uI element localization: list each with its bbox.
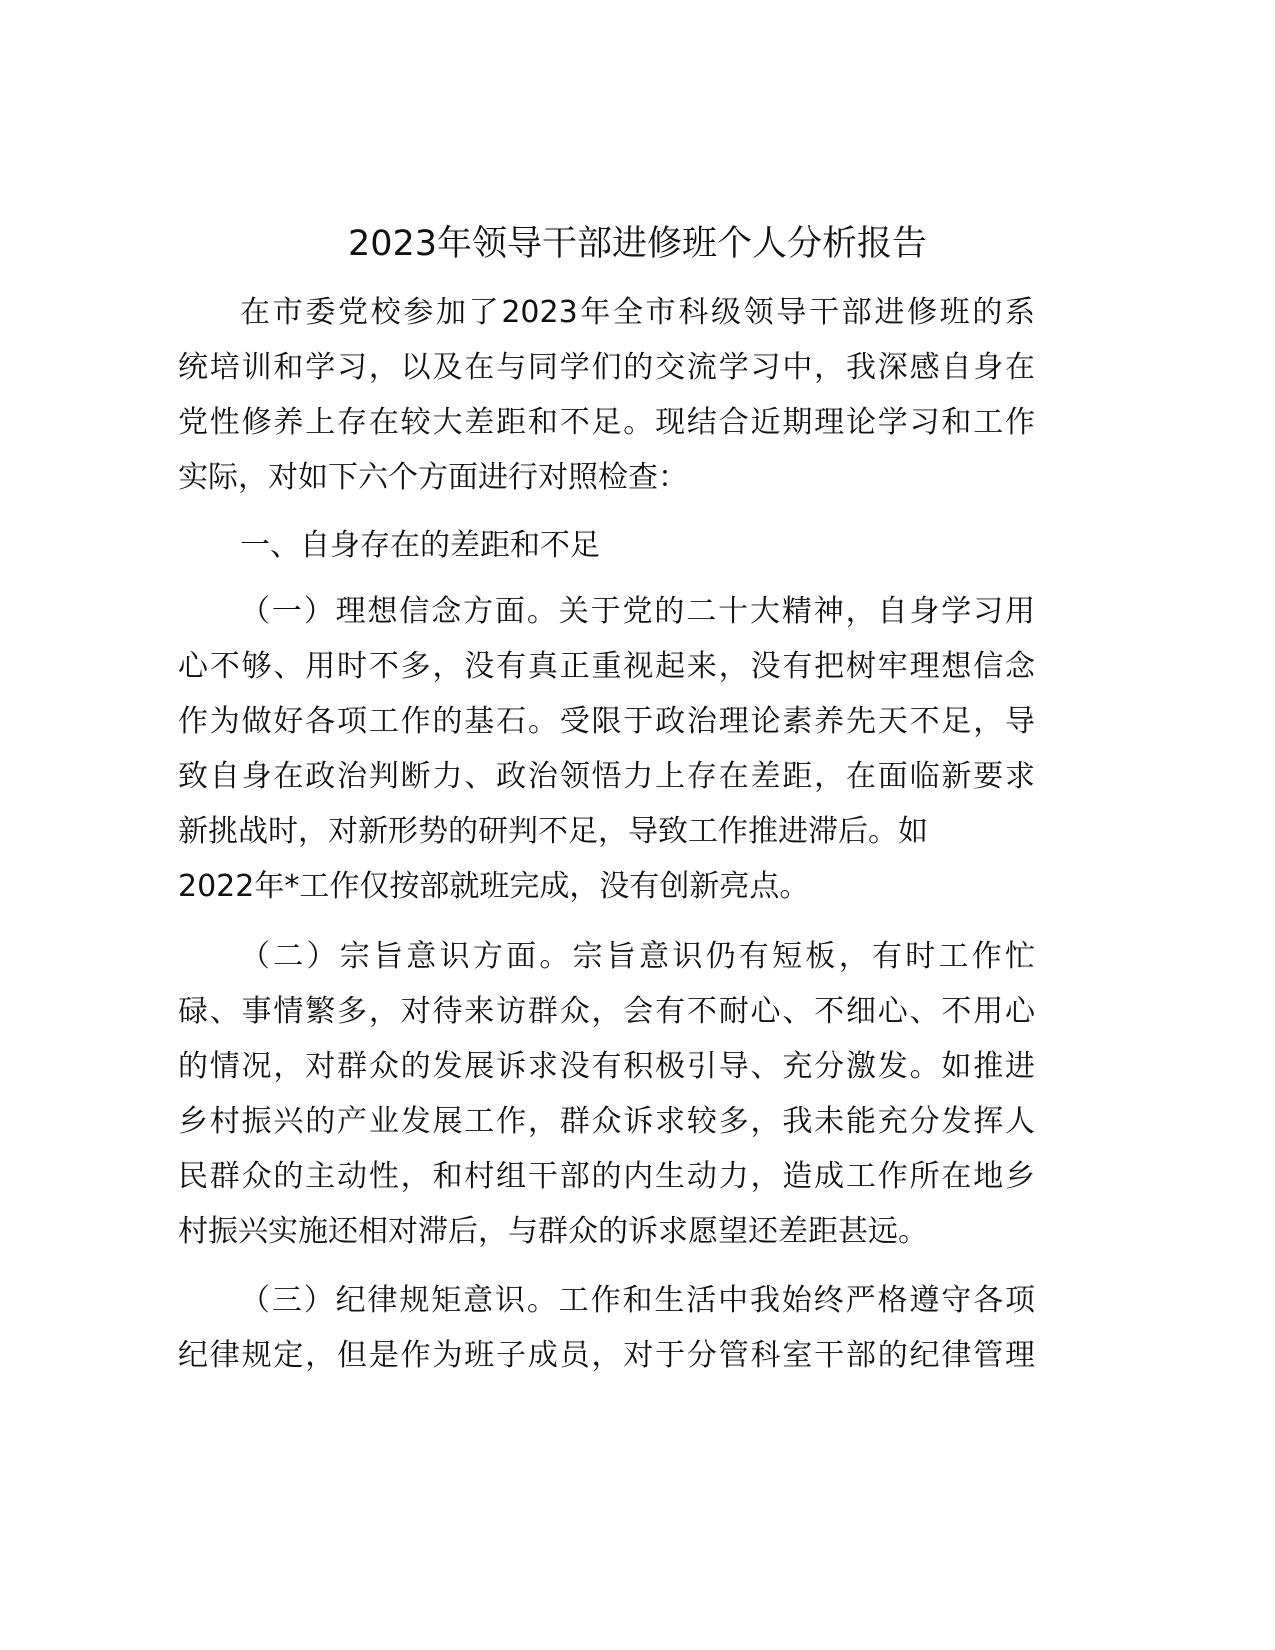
text-line: 纪律规定，但是作为班子成员，对于分管科室干部的纪律管理: [178, 1338, 1035, 1373]
document-title: 2023年领导干部进修班个人分析报告: [347, 224, 928, 264]
text-line: 作为做好各项工作的基石。受限于政治理论素养先天不足，导: [178, 704, 1035, 739]
heading-text: 一、自身存在的差距和不足: [240, 528, 600, 563]
text-line: 民群众的主动性，和村组干部的内生动力，造成工作所在地乡: [178, 1159, 1035, 1194]
text-line: 2022年*工作仅按部就班完成，没有创新亮点。: [178, 869, 810, 904]
text-line: 党性修养上存在较大差距和不足。现结合近期理论学习和工作: [178, 405, 1035, 440]
text-line: 统培训和学习，以及在与同学们的交流学习中，我深感自身在: [178, 350, 1035, 385]
text-line: 的情况，对群众的发展诉求没有积极引导、充分激发。如推进: [178, 1049, 1035, 1084]
text-line: 乡村振兴的产业发展工作，群众诉求较多，我未能充分发挥人: [178, 1104, 1035, 1139]
text-line: 新挑战时，对新形势的研判不足，导致工作推进滞后。如: [178, 814, 928, 849]
section-3-paragraph: [178, 1273, 1035, 1383]
section-2-paragraph: [178, 929, 1035, 1259]
section-1-paragraph: [178, 584, 1035, 914]
section-heading: [178, 518, 1035, 573]
text-line: 在市委党校参加了2023年全市科级领导干部进修班的系: [240, 295, 1035, 330]
text-line: 心不够、用时不多，没有真正重视起来，没有把树牢理想信念: [178, 649, 1035, 684]
intro-paragraph: [178, 285, 1035, 505]
text-line: 村振兴实施还相对滞后，与群众的诉求愿望还差距甚远。: [178, 1214, 928, 1249]
text-line: 致自身在政治判断力、政治领悟力上存在差距，在面临新要求: [178, 759, 1035, 794]
text-line: （二）宗旨意识方面。宗旨意识仍有短板，有时工作忙: [240, 939, 1035, 974]
text-line: （三）纪律规矩意识。工作和生活中我始终严格遵守各项: [240, 1283, 1035, 1318]
text-line: 碌、事情繁多，对待来访群众，会有不耐心、不细心、不用心: [178, 994, 1035, 1029]
text-line: 实际，对如下六个方面进行对照检查：: [178, 460, 688, 495]
text-line: （一）理想信念方面。关于党的二十大精神，自身学习用: [240, 594, 1035, 629]
